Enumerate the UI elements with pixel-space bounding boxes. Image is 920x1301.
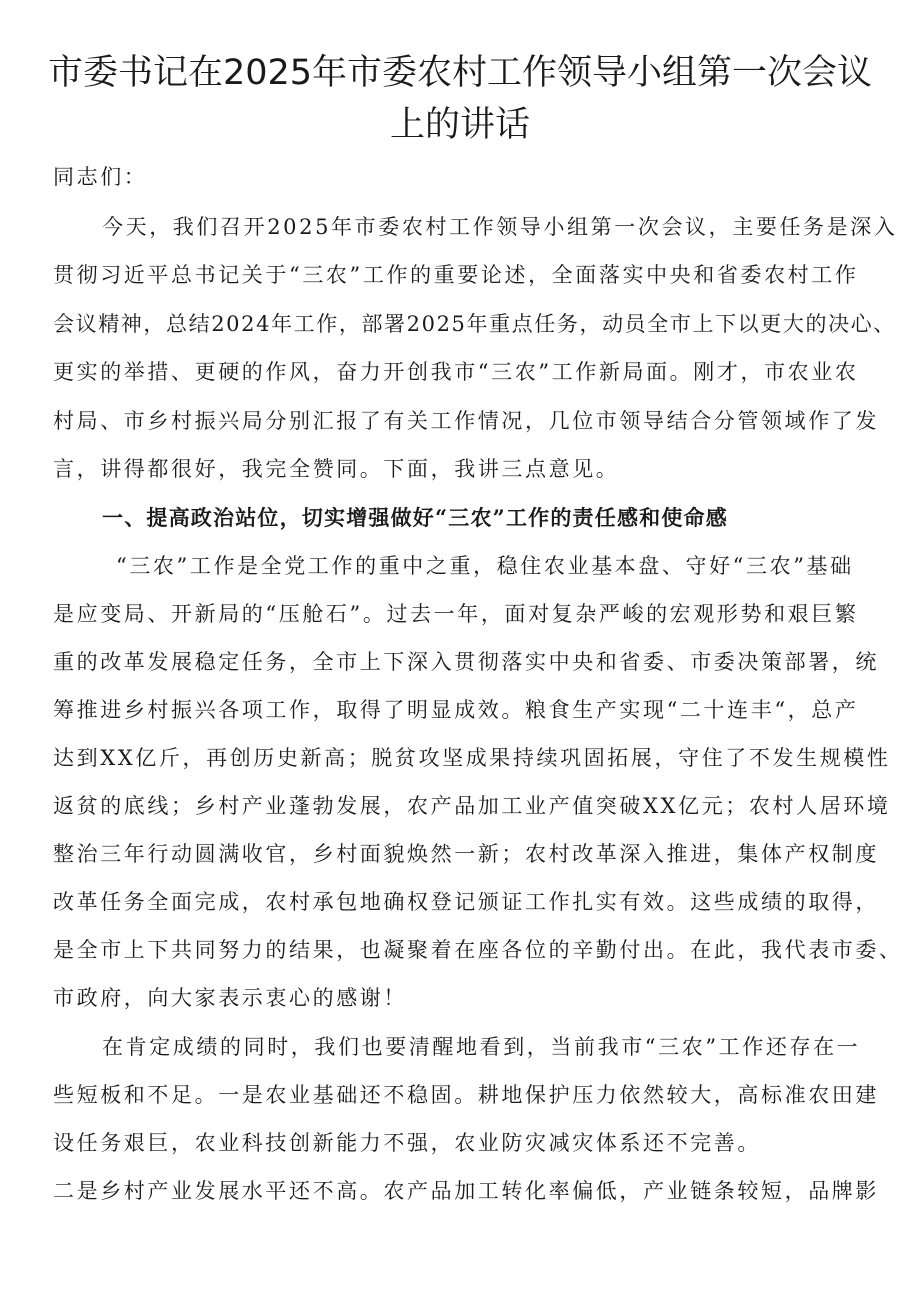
paragraph-2-line: 是应变局、开新局的“压舱石”。过去一年，面对复杂严峻的宏观形势和艰巨繁 <box>53 602 859 626</box>
section-1-heading: 一、提高政治站位，切实增强做好“三农”工作的责任感和使命感 <box>102 505 728 530</box>
paragraph-2-line: 是全市上下共同努力的结果，也凝聚着在座各位的辛勤付出。在此，我代表市委、 <box>53 938 903 962</box>
paragraph-1-line: 会议精神，总结2024年工作，部署2025年重点任务，动员全市上下以更大的决心、 <box>53 312 896 336</box>
paragraph-4-line: 二是乡村产业发展水平还不高。农产品加工转化率偏低，产业链条较短，品牌影 <box>53 1179 879 1203</box>
document-title-line-1: 市委书记在2025年市委农村工作领导小组第一次会议 <box>47 53 873 93</box>
paragraph-3-line: 设任务艰巨，农业科技创新能力不强，农业防灾减灾体系还不完善。 <box>53 1131 761 1155</box>
paragraph-1-line: 更实的举措、更硬的作风，奋力开创我市“三农”工作新局面。刚才，市农业农 <box>53 360 859 384</box>
paragraph-3-line: 些短板和不足。一是农业基础还不稳固。耕地保护压力依然较大，高标准农田建 <box>53 1083 879 1107</box>
paragraph-2-line: 市政府，向大家表示衷心的感谢！ <box>53 986 407 1010</box>
paragraph-2-line: 整治三年行动圆满收官，乡村面貌焕然一新；农村改革深入推进，集体产权制度 <box>53 842 879 866</box>
paragraph-1-line: 今天，我们召开2025年市委农村工作领导小组第一次会议，主要任务是深入 <box>102 215 898 239</box>
paragraph-3-line: 在肯定成绩的同时，我们也要清醒地看到，当前我市“三农”工作还存在一 <box>102 1035 861 1059</box>
paragraph-1-line: 言，讲得都很好，我完全赞同。下面，我讲三点意见。 <box>53 457 620 481</box>
salutation: 同志们： <box>53 165 148 189</box>
paragraph-2-line: 返贫的底线；乡村产业蓬勃发展，农产品加工业产值突破XX亿元；农村人居环境 <box>53 794 891 818</box>
paragraph-2-line: “三农”工作是全党工作的重中之重，稳住农业基本盘、守好“三农”基础 <box>116 554 854 578</box>
paragraph-2-line: 达到XX亿斤，再创历史新高；脱贫攻坚成果持续巩固拓展，守住了不发生规模性 <box>53 746 891 770</box>
paragraph-2-line: 改革任务全面完成，农村承包地确权登记颁证工作扎实有效。这些成绩的取得， <box>53 890 879 914</box>
paragraph-1-line: 贯彻习近平总书记关于“三农”工作的重要论述，全面落实中央和省委农村工作 <box>53 263 859 287</box>
paragraph-2-line: 重的改革发展稳定任务，全市上下深入贯彻落实中央和省委、市委决策部署，统 <box>53 650 879 674</box>
paragraph-2-line: 筹推进乡村振兴各项工作，取得了明显成效。粮食生产实现“二十连丰“，总产 <box>53 698 859 722</box>
paragraph-1-line: 村局、市乡村振兴局分别汇报了有关工作情况，几位市领导结合分管领域作了发 <box>53 409 879 433</box>
document-title-line-2: 上的讲话 <box>389 105 530 145</box>
